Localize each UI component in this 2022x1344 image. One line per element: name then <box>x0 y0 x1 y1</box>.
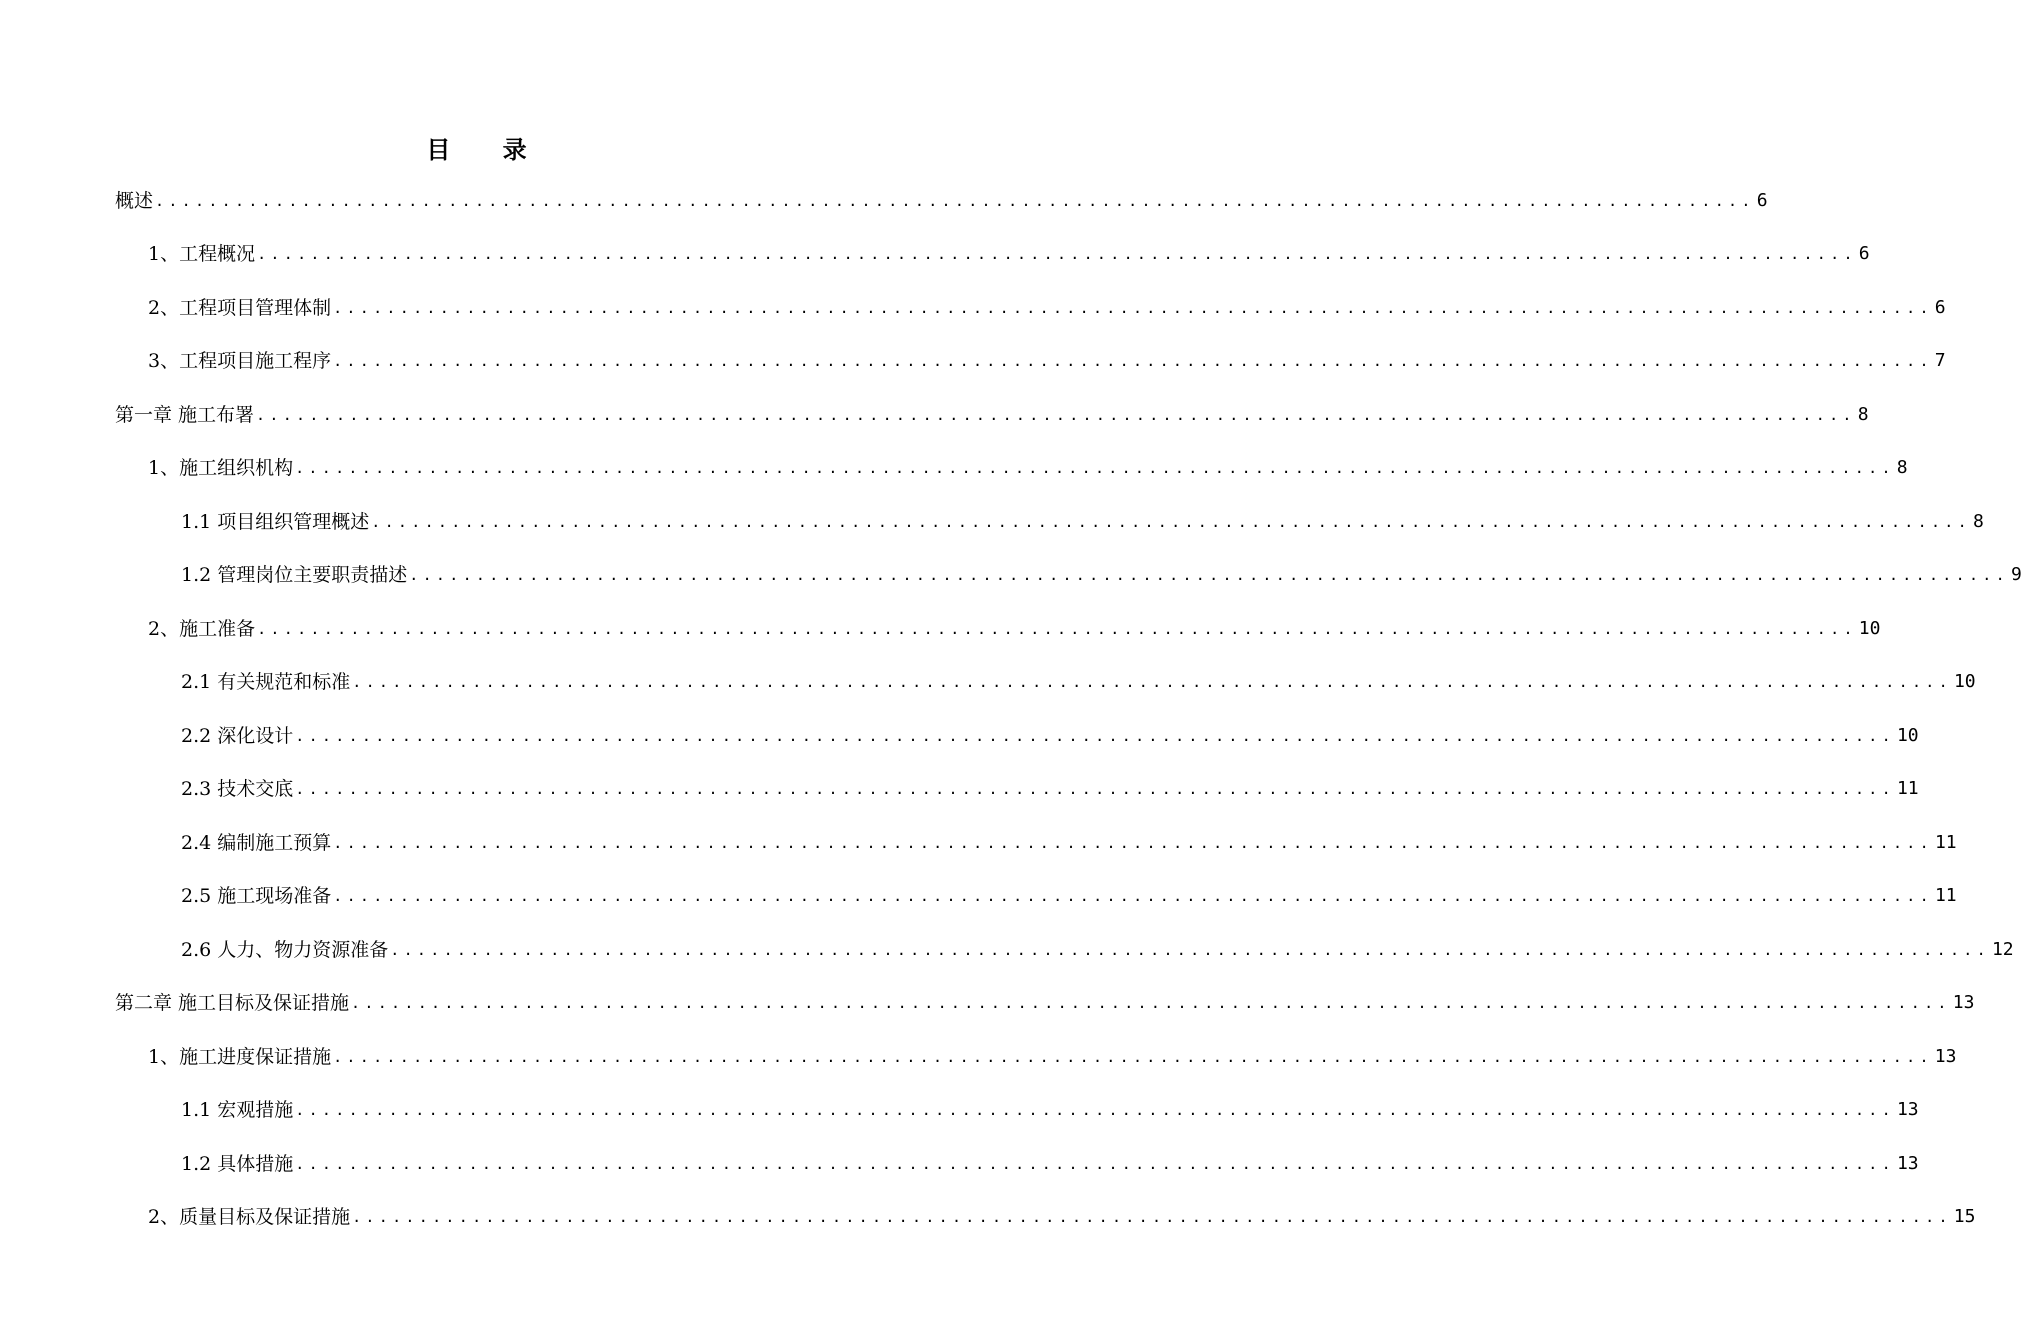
toc-dot-leader: ........................................................................................................................ <box>351 994 1951 1012</box>
toc-entry[interactable] <box>148 239 1870 269</box>
toc-dot-leader: ........................................................................................................................ <box>333 1048 1933 1066</box>
toc-entry[interactable] <box>181 1149 1919 1179</box>
toc-dot-leader: ........................................................................................................................ <box>352 673 1952 691</box>
toc-entry-label: 3、工程项目施工程序 <box>148 350 332 372</box>
toc-entry[interactable] <box>115 400 1869 430</box>
toc-entry-label: 1.2 具体措施 <box>181 1153 294 1175</box>
toc-entry[interactable] <box>181 935 2014 965</box>
toc-entry[interactable] <box>115 988 1975 1018</box>
toc-entry-label: 2、工程项目管理体制 <box>148 297 332 319</box>
toc-dot-leader: ........................................................................................................................ <box>352 1208 1952 1226</box>
toc-entry-label: 2.2 深化设计 <box>181 725 294 747</box>
toc-entry[interactable] <box>148 614 1881 644</box>
toc-entry-label: 2.3 技术交底 <box>181 778 294 800</box>
toc-dot-leader: ........................................................................................................................ <box>390 941 1990 959</box>
toc-entry[interactable] <box>148 1042 1957 1072</box>
toc-page-number: 9 <box>2010 564 2022 585</box>
toc-entry[interactable] <box>181 881 1957 911</box>
toc-dot-leader: ........................................................................................................................ <box>371 513 1971 531</box>
toc-dot-leader: ........................................................................................................................ <box>155 192 1755 210</box>
toc-entry-label: 1.2 管理岗位主要职责描述 <box>181 564 408 586</box>
toc-dot-leader: ........................................................................................................................ <box>295 459 1895 477</box>
toc-page-number: 10 <box>1953 671 1976 692</box>
toc-entry[interactable] <box>181 774 1919 804</box>
toc-entry-label: 2、施工准备 <box>148 618 256 640</box>
toc-entry-label: 2、质量目标及保证措施 <box>148 1206 351 1228</box>
toc-page-number: 6 <box>1934 297 1946 318</box>
toc-entry-label: 1、工程概况 <box>148 243 256 265</box>
toc-dot-leader: ........................................................................................................................ <box>295 1155 1895 1173</box>
toc-dot-leader: ........................................................................................................................ <box>333 352 1933 370</box>
toc-entry[interactable] <box>115 186 1768 216</box>
toc-dot-leader: ........................................................................................................................ <box>257 245 1857 263</box>
toc-dot-leader: ........................................................................................................................ <box>257 620 1857 638</box>
toc-page-number: 11 <box>1934 885 1957 906</box>
toc-page-number: 6 <box>1756 190 1768 211</box>
toc-entry-label: 2.5 施工现场准备 <box>181 885 332 907</box>
toc-entry[interactable] <box>181 667 1976 697</box>
toc-entry[interactable] <box>181 1095 1919 1125</box>
toc-page-number: 15 <box>1953 1206 1976 1227</box>
toc-entry-label: 2.1 有关规范和标准 <box>181 671 351 693</box>
toc-page-number: 12 <box>1991 939 2014 960</box>
toc-entry[interactable] <box>181 828 1957 858</box>
toc-page-number: 10 <box>1896 725 1919 746</box>
toc-title: 目 录 <box>426 135 549 164</box>
toc-page-number: 11 <box>1896 778 1919 799</box>
toc-dot-leader: ........................................................................................................................ <box>256 406 1856 424</box>
toc-entry[interactable] <box>148 453 1908 483</box>
toc-dot-leader: ........................................................................................................................ <box>295 727 1895 745</box>
toc-dot-leader: ........................................................................................................................ <box>295 1101 1895 1119</box>
toc-entry[interactable] <box>181 507 1984 537</box>
toc-page-number: 6 <box>1858 243 1870 264</box>
toc-entry-label: 1.1 宏观措施 <box>181 1099 294 1121</box>
toc-page-number: 13 <box>1934 1046 1957 1067</box>
toc-page-number: 10 <box>1858 618 1881 639</box>
toc-entry[interactable] <box>148 346 1946 376</box>
toc-entry[interactable] <box>181 721 1919 751</box>
toc-page-number: 11 <box>1934 832 1957 853</box>
toc-entry[interactable] <box>148 1202 1976 1232</box>
toc-page-number: 7 <box>1934 350 1946 371</box>
toc-entry-label: 1、施工进度保证措施 <box>148 1046 332 1068</box>
toc-page-number: 13 <box>1896 1153 1919 1174</box>
toc-dot-leader: ........................................................................................................................ <box>333 834 1933 852</box>
toc-entry[interactable] <box>181 560 2022 590</box>
toc-dot-leader: ........................................................................................................................ <box>295 780 1895 798</box>
toc-entry-label: 1、施工组织机构 <box>148 457 294 479</box>
toc-entry-label: 2.6 人力、物力资源准备 <box>181 939 389 961</box>
toc-entry-label: 概述 <box>115 190 154 212</box>
toc-dot-leader: ........................................................................................................................ <box>333 887 1933 905</box>
toc-page-number: 8 <box>1857 404 1869 425</box>
toc-dot-leader: ........................................................................................................................ <box>409 566 2009 584</box>
toc-page-number: 8 <box>1896 457 1908 478</box>
toc-page-number: 13 <box>1952 992 1975 1013</box>
toc-page-number: 13 <box>1896 1099 1919 1120</box>
toc-entry-label: 2.4 编制施工预算 <box>181 832 332 854</box>
toc-dot-leader: ........................................................................................................................ <box>333 299 1933 317</box>
toc-page-number: 8 <box>1972 511 1984 532</box>
toc-entry[interactable] <box>148 293 1946 323</box>
toc-entry-label: 第二章 施工目标及保证措施 <box>115 992 350 1014</box>
toc-entry-label: 第一章 施工布署 <box>115 404 255 426</box>
toc-entry-label: 1.1 项目组织管理概述 <box>181 511 370 533</box>
